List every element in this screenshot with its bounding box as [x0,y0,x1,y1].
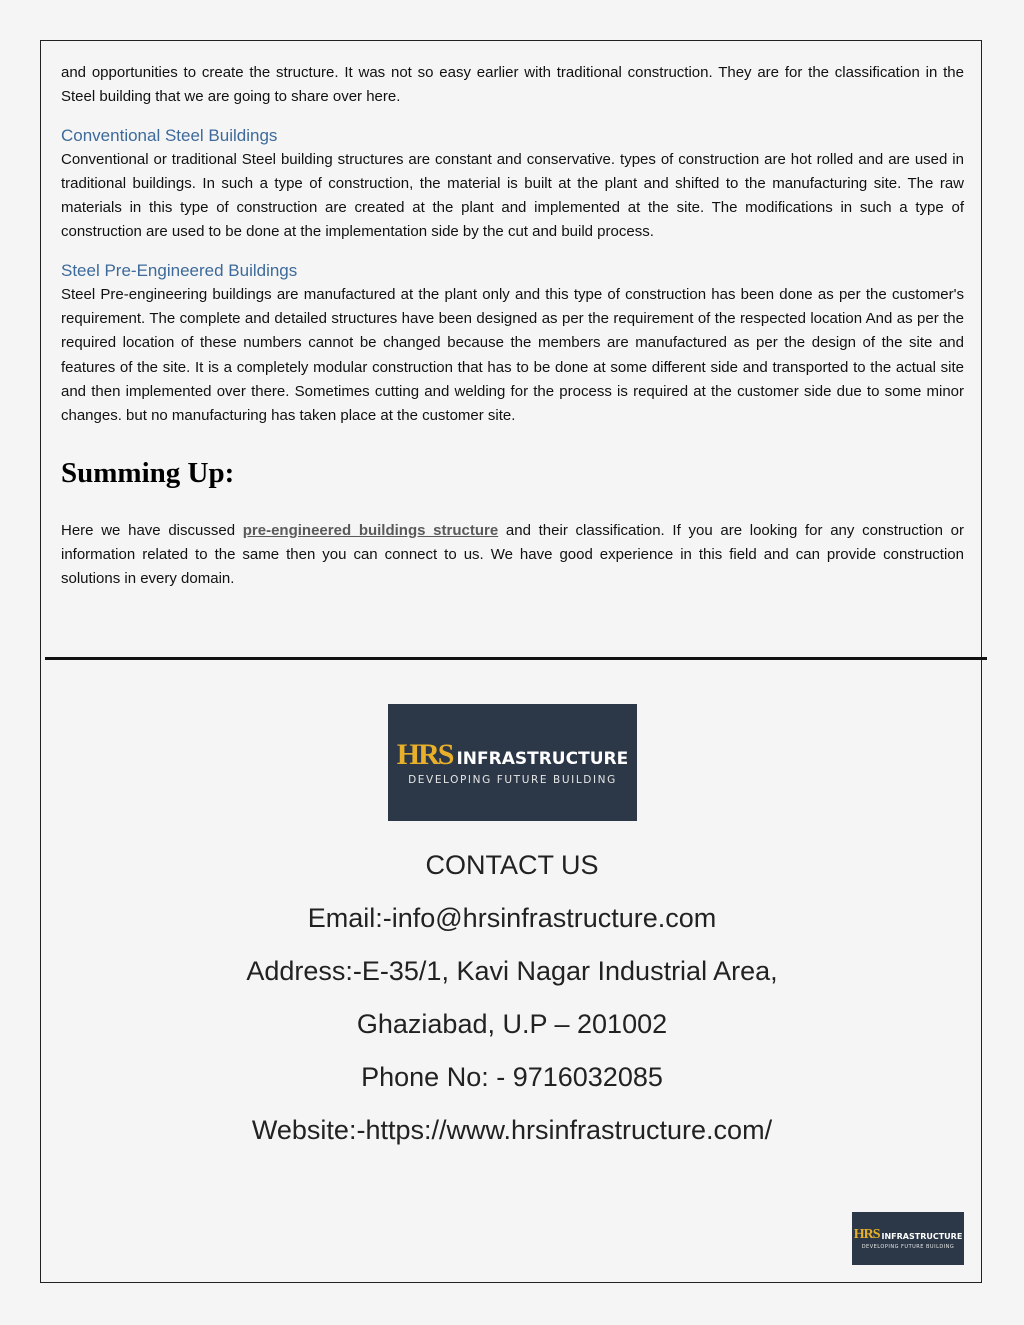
footer-logo [852,1212,964,1265]
section-divider [45,657,987,660]
logo-name: INFRASTRUCTURE [456,748,629,769]
section-body-conventional: Conventional or traditional Steel building structures are constant and conservative. types of construction are hot rolled and are used in traditional buildings. In such a type of construction, the material is built at the plant and shifted to the manufacturing site. The raw materials in this type of construction are created at the plant and implemented at the site. The modifications in such a type of construction are used to be done at the implementation side by the cut and build process. [61,150,964,241]
summing-up-paragraph [61,519,964,592]
article-content [61,61,964,591]
summing-text-before: Here we have discussed [61,521,243,539]
logo-mark: HRS [396,737,453,771]
company-logo [388,704,637,821]
logo-tagline: DEVELOPING FUTURE BUILDING [408,773,617,786]
section-heading-conventional: Conventional Steel Buildings [61,125,278,145]
contact-address-line1: Address:-E-35/1, Kavi Nagar Industrial Area, [246,956,778,986]
contact-title: CONTACT US [425,850,599,880]
footer-logo-mark: HRS [853,1226,880,1242]
pre-engineered-buildings-link[interactable]: pre-engineered buildings structure [242,521,499,539]
footer-logo-name: INFRASTRUCTURE [881,1231,963,1241]
summing-text-after: and their classification. If you are looking for any construction or information related to the same then you can connect to us. We have good experience in this field and can provide construction solutions in every domain. [61,521,965,588]
summing-up-heading: Summing Up: [61,456,235,489]
contact-block [41,839,983,1157]
page-frame [40,40,982,1283]
contact-address-line2: Ghaziabad, U.P – 201002 [356,1009,668,1039]
contact-website: Website:-https://www.hrsinfrastructure.com/ [251,1115,773,1145]
footer-logo-tagline: DEVELOPING FUTURE BUILDING [861,1243,955,1250]
section-heading-pre-engineered: Steel Pre-Engineered Buildings [61,260,298,280]
contact-email: Email:-info@hrsinfrastructure.com [307,903,717,933]
intro-paragraph: and opportunities to create the structure. It was not so easy earlier with traditional construction. They are for the classification in the Steel building that we are going to share over here. [61,64,964,106]
section-body-pre-engineered: Steel Pre-engineering buildings are manufactured at the plant only and this type of construction has been done as per the customer's requirement. The complete and detailed structures have been designed as per the requirement of the respected location And as per the required location of these numbers cannot be changed because the members are manufactured as per the design of the site and features of the site. It is a completely modular construction that has to be done at some different side and transported to the actual site and then implemented over there. Sometimes cutting and welding for the process is required at the customer side due to some minor changes. but no manufacturing has taken place at the customer site. [61,285,964,425]
contact-phone: Phone No: - 9716032085 [361,1062,663,1092]
